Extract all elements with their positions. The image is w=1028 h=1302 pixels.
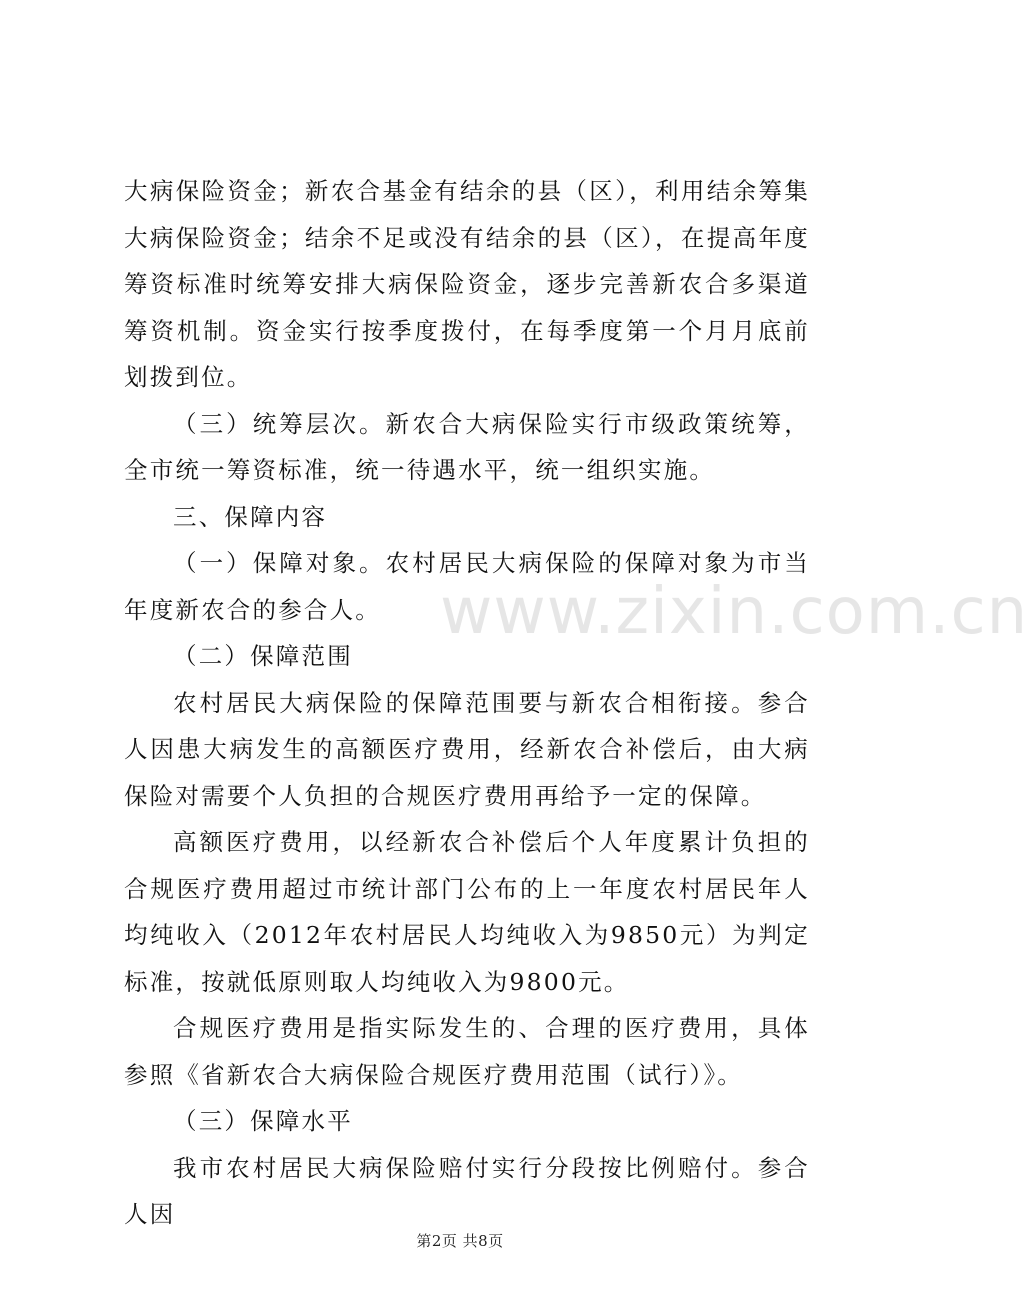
subheading-coverage-scope: （二）保障范围 bbox=[173, 642, 353, 670]
paragraph-coverage-scope: 农村居民大病保险的保障范围要与新农合相衔接。参合人因患大病发生的高额医疗费用，经新农合补偿后，由大病保险对需要个人负担的合规医疗费用再给予一定的保障。 bbox=[124, 688, 810, 810]
paragraph-overall-level: （三）统筹层次。新农合大病保险实行市级政策统筹，全市统一筹资标准，统一待遇水平，统一组织实施。 bbox=[124, 409, 810, 484]
document-body bbox=[124, 168, 810, 1238]
watermark-text: www.zixin.com.cn bbox=[440, 575, 1028, 649]
paragraph-coverage-level: 我市农村居民大病保险赔付实行分段按比例赔付。参合人因 bbox=[124, 1153, 810, 1228]
subheading-coverage-level: （三）保障水平 bbox=[173, 1107, 353, 1135]
paragraph-compliant-costs: 合规医疗费用是指实际发生的、合理的医疗费用，具体参照《省新农合大病保险合规医疗费用范围（试行）》。 bbox=[124, 1014, 810, 1089]
page-number-footer: 第2页 共8页 bbox=[416, 1232, 504, 1250]
paragraph-high-medical-costs: 高额医疗费用，以经新农合补偿后个人年度累计负担的合规医疗费用超过市统计部门公布的上一年度农村居民年人均纯收入（2012年农村居民人均纯收入为9850元）为判定标准，按就低原则取人均纯收入为9800元。 bbox=[124, 828, 810, 996]
paragraph-funding-continued: 大病保险资金；新农合基金有结余的县（区），利用结余筹集大病保险资金；结余不足或没有结余的县（区），在提高年度筹资标准时统筹安排大病保险资金，逐步完善新农合多渠道筹资机制。资金实行按季度拨付，在每季度第一个月月底前划拨到位。 bbox=[124, 177, 810, 391]
section-heading-coverage: 三、保障内容 bbox=[173, 502, 328, 531]
paragraph-coverage-target: （一）保障对象。农村居民大病保险的保障对象为市当年度新农合的参合人。 bbox=[124, 549, 810, 624]
